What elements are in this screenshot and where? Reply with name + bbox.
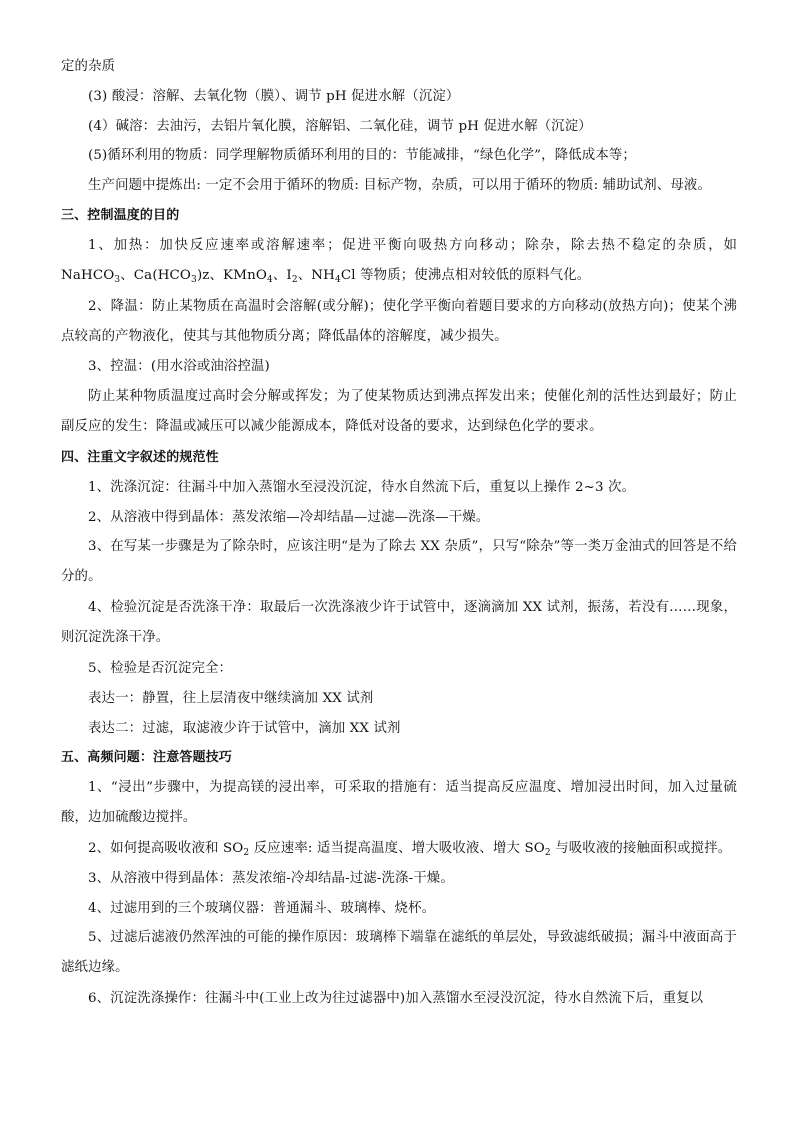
text-run: 与吸收液的接触面积或搅拌。 [550, 840, 732, 856]
paragraph: 表达二：过滤，取滤液少许于试管中，滴加 XX 试剂 [88, 720, 401, 736]
paragraph: 表达一：静置，往上层清夜中继续滴加 XX 试剂 [88, 690, 374, 706]
subscript: 4 [335, 274, 341, 285]
text-run: 、Ca(HCO [120, 267, 192, 283]
paragraph: (4）碱溶：去油污，去铝片氧化膜，溶解铝、二氧化硅，调节 pH 促进水解（沉淀） [88, 118, 592, 134]
paragraph [61, 840, 737, 857]
text-run: 1、加热：加快反应速率或溶解速率；促进平衡向吸热方向移动；除杂，除去热不稳定的杂质，如 NaHCO [61, 237, 737, 283]
text-run: 2、如何提高吸收液和 SO [88, 840, 244, 856]
text-run: )z、KMnO [196, 267, 267, 283]
paragraph: 5、过滤后滤液仍然浑浊的可能的操作原因：玻璃棒下端靠在滤纸的单层处，导致滤纸破损；漏斗中液面高于滤纸边缘。 [61, 930, 737, 976]
paragraph: (3) 酸浸：溶解、去氧化物（膜）、调节 pH 促进水解（沉淀） [88, 88, 460, 104]
paragraph: 3、控温：(用水浴或油浴控温) [88, 359, 270, 375]
paragraph: 6、沉淀洗涤操作：往漏斗中(工业上改为往过滤器中)加入蒸馏水至浸没沉淀，待水自然流下后，重复以 [88, 991, 704, 1007]
paragraph: 防止某种物质温度过高时会分解或挥发；为了使某物质达到沸点挥发出来；使催化剂的活性达到最好；防止副反应的发生：降温或减压可以减少能源成本，降低对设备的要求，达到绿色化学的要求。 [61, 389, 737, 435]
section-heading: 五、高频问题：注意答题技巧 [61, 750, 232, 766]
document-page [61, 58, 737, 1020]
paragraph: 4、过滤用到的三个玻璃仪器：普通漏斗、玻璃棒、烧杯。 [88, 900, 436, 916]
text-run: 、NH [297, 267, 335, 283]
paragraph: 定的杂质 [61, 59, 116, 74]
paragraph: 3、从溶液中得到晶体：蒸发浓缩-冷却结晶-过滤-洗涤-干燥。 [88, 870, 454, 886]
paragraph: 1、洗涤沉淀：往漏斗中加入蒸馏水至浸没沉淀，待水自然流下后，重复以上操作 2~3 次。 [88, 479, 636, 495]
paragraph: 1、“浸出”步骤中，为提高镁的浸出率，可采取的措施有：适当提高反应温度、增加浸出时间，加入过量硫酸，边加硫酸边搅拌。 [61, 780, 737, 826]
text-run: 反应速率: 适当提高温度、增大吸收液、增大 SO [249, 840, 545, 856]
section-heading: 四、注重文字叙述的规范性 [61, 449, 219, 465]
paragraph [61, 231, 737, 291]
paragraph: 2、降温：防止某物质在高温时会溶解(或分解)；使化学平衡向着题目要求的方向移动(放热方向)；使某个沸点较高的产物液化，使其与其他物质分离；降低晶体的溶解度，减少损失。 [61, 298, 737, 344]
paragraph: 2、从溶液中得到晶体：蒸发浓缩—冷却结晶—过滤—洗涤—干燥。 [88, 509, 490, 525]
subscript: 2 [243, 847, 250, 858]
paragraph: 4、检验沉淀是否洗涤干净：取最后一次洗涤液少许于试管中，逐滴滴加 XX 试剂，振荡，若没有……现象，则沉淀洗涤干净。 [61, 600, 737, 646]
subscript: 4 [266, 274, 273, 285]
subscript: 2 [291, 274, 298, 285]
section-heading: 三、控制温度的目的 [61, 207, 180, 223]
subscript: 3 [191, 274, 197, 285]
text-run: Cl 等物质；使沸点相对较低的原料气化。 [340, 267, 591, 283]
text-run: 、I [272, 267, 292, 283]
subscript: 3 [114, 274, 121, 285]
subscript: 2 [544, 847, 551, 858]
paragraph: 5、检验是否沉淀完全： [88, 660, 233, 676]
paragraph: 生产问题中提炼出: 一定不会用于循环的物质: 目标产物，杂质，可以用于循环的物质: 辅助试剂、母液。 [88, 178, 711, 194]
paragraph: 3、在写某一步骤是为了除杂时，应该注明“是为了除去 XX 杂质”，只写“除杂”等一类万金油式的回答是不给分的。 [61, 539, 737, 585]
paragraph: (5)循环利用的物质：同学理解物质循环利用的目的：节能减排，“绿色化学”，降低成本等； [88, 148, 636, 164]
